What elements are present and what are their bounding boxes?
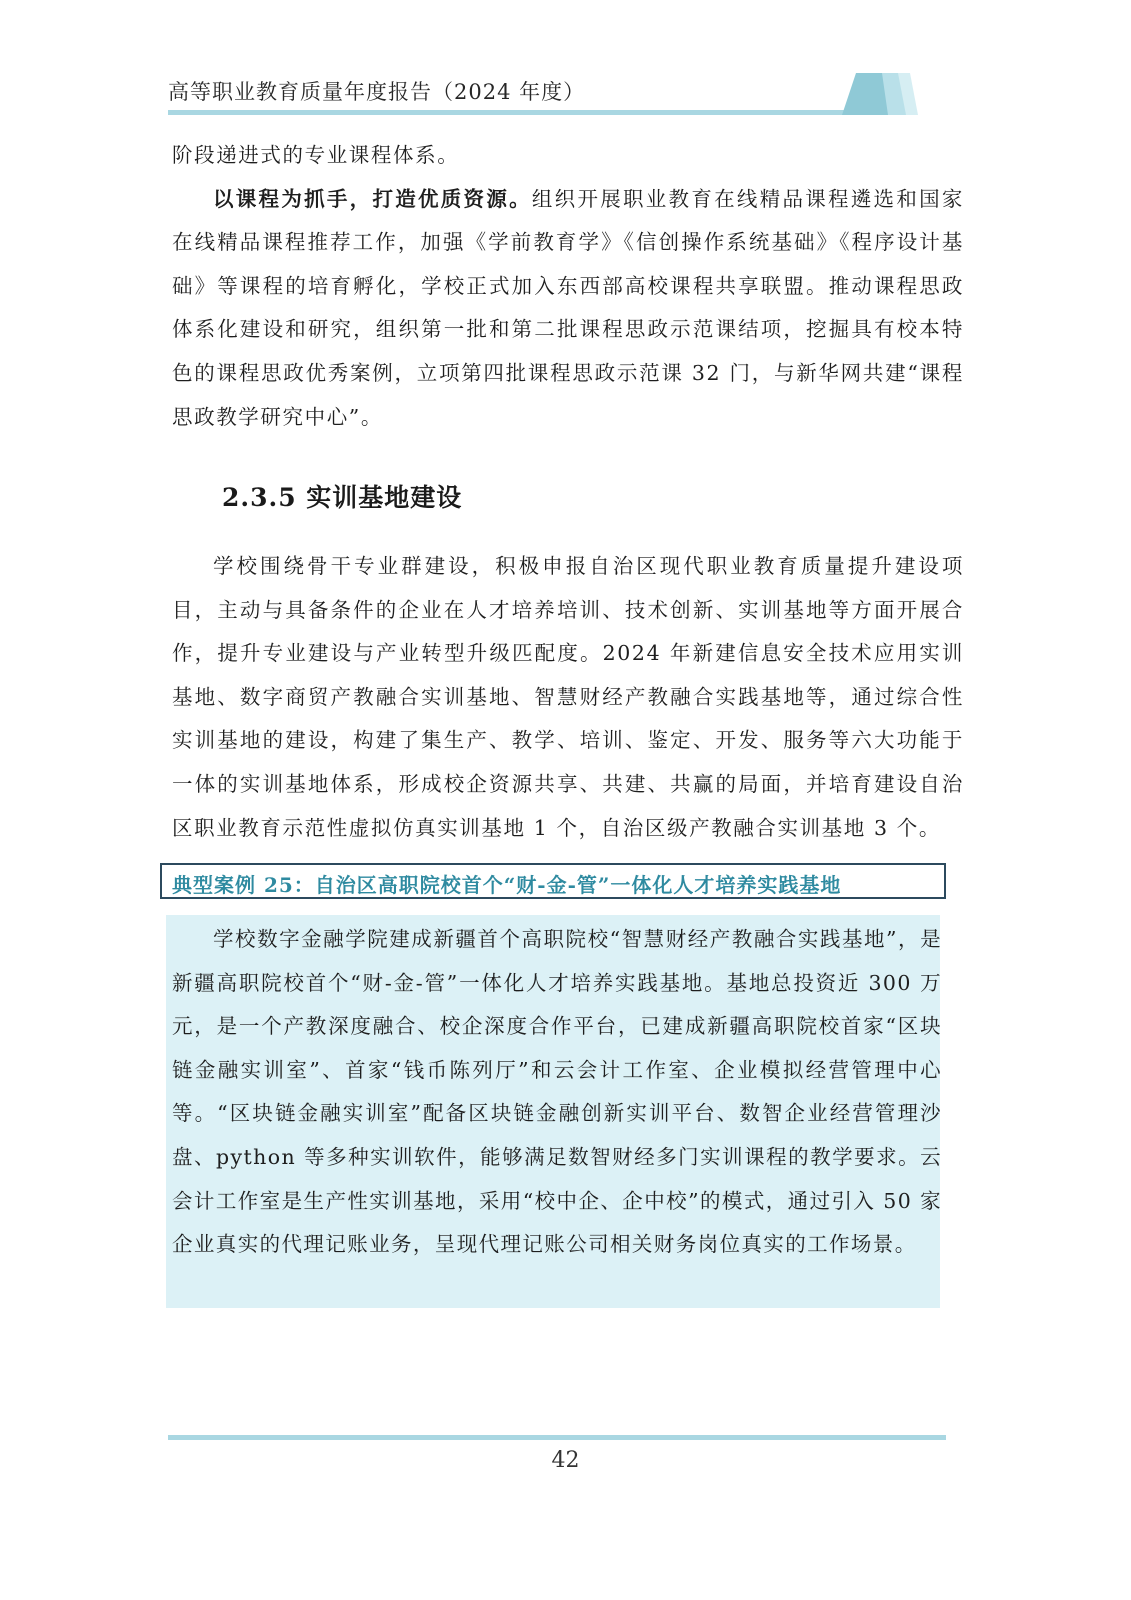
continuation-paragraph: 阶段递进式的专业课程体系。 (172, 143, 460, 167)
training-base-paragraph: 学校围绕骨干专业群建设，积极申报自治区现代职业教育质量提升建设项目，主动与具备条件的企业在人才培养培训、技术创新、实训基地等方面开展合作，提升专业建设与产业转型升级匹配度。2024 年新建信息安全技术应用实训基地、数字商贸产教融合实训基地、智慧财经产教融合实践基地等，通过综合性实训基地的建设，构建了集生产、教学、培训、鉴定、开发、服务等六大功能于一体的实训基地体系，形成校企资源共享、共建、共赢的局面，并培育建设自治区职业教育示范性虚拟仿真实训基地 1 个，自治区级产教融合实训基地 3 个。 (172, 554, 964, 840)
training-base-text-block (172, 545, 964, 850)
header-rule (168, 110, 916, 115)
case-title: 典型案例 25：自治区高职院校首个“财-金-管”一体化人才培养实践基地 (172, 873, 842, 897)
case-text-block (172, 918, 942, 1267)
case-body-paragraph: 学校数字金融学院建成新疆首个高职院校“智慧财经产教融合实践基地”，是新疆高职院校首个“财-金-管”一体化人才培养实践基地。基地总投资近 300 万元，是一个产教深度融合、校企深度合作平台，已建成新疆高职院校首家“区块链金融实训室”、首家“钱币陈列厅”和云会计工作室、企业模拟经营管理中心等。“区块链金融实训室”配备区块链金融创新实训平台、数智企业经营管理沙盘、python 等多种实训软件，能够满足数智财经多门实训课程的教学要求。云会计工作室是生产性实训基地，采用“校中企、企中校”的模式，通过引入 50 家企业真实的代理记账业务，呈现代理记账公司相关财务岗位真实的工作场景。 (172, 927, 942, 1257)
page-header (168, 66, 968, 118)
curriculum-paragraph (172, 178, 964, 440)
header-title: 高等职业教育质量年度报告（2024 年度） (168, 80, 586, 104)
section-heading: 2.3.5 实训基地建设 (222, 483, 463, 512)
case-title-box (160, 863, 946, 899)
page-number: 42 (551, 1448, 580, 1473)
footer-rule (168, 1435, 946, 1440)
header-decoration-graphic (836, 71, 926, 117)
curriculum-lead-bold: 以课程为抓手，打造优质资源。 (213, 186, 532, 211)
intro-text-block (172, 134, 964, 439)
curriculum-lead-text: 组织开展职业教育在线精品课程遴选和国家在线精品课程推荐工作，加强《学前教育学》《信创操作系统基础》《程序设计基础》等课程的培育孵化，学校正式加入东西部高校课程共享联盟。推动课程思政体系化建设和研究，组织第一批和第二批课程思政示范课结项，挖掘具有校本特色的课程思政优秀案例，立项第四批课程思政示范课 32 门，与新华网共建“课程思政教学研究中心”。 (172, 186, 964, 429)
